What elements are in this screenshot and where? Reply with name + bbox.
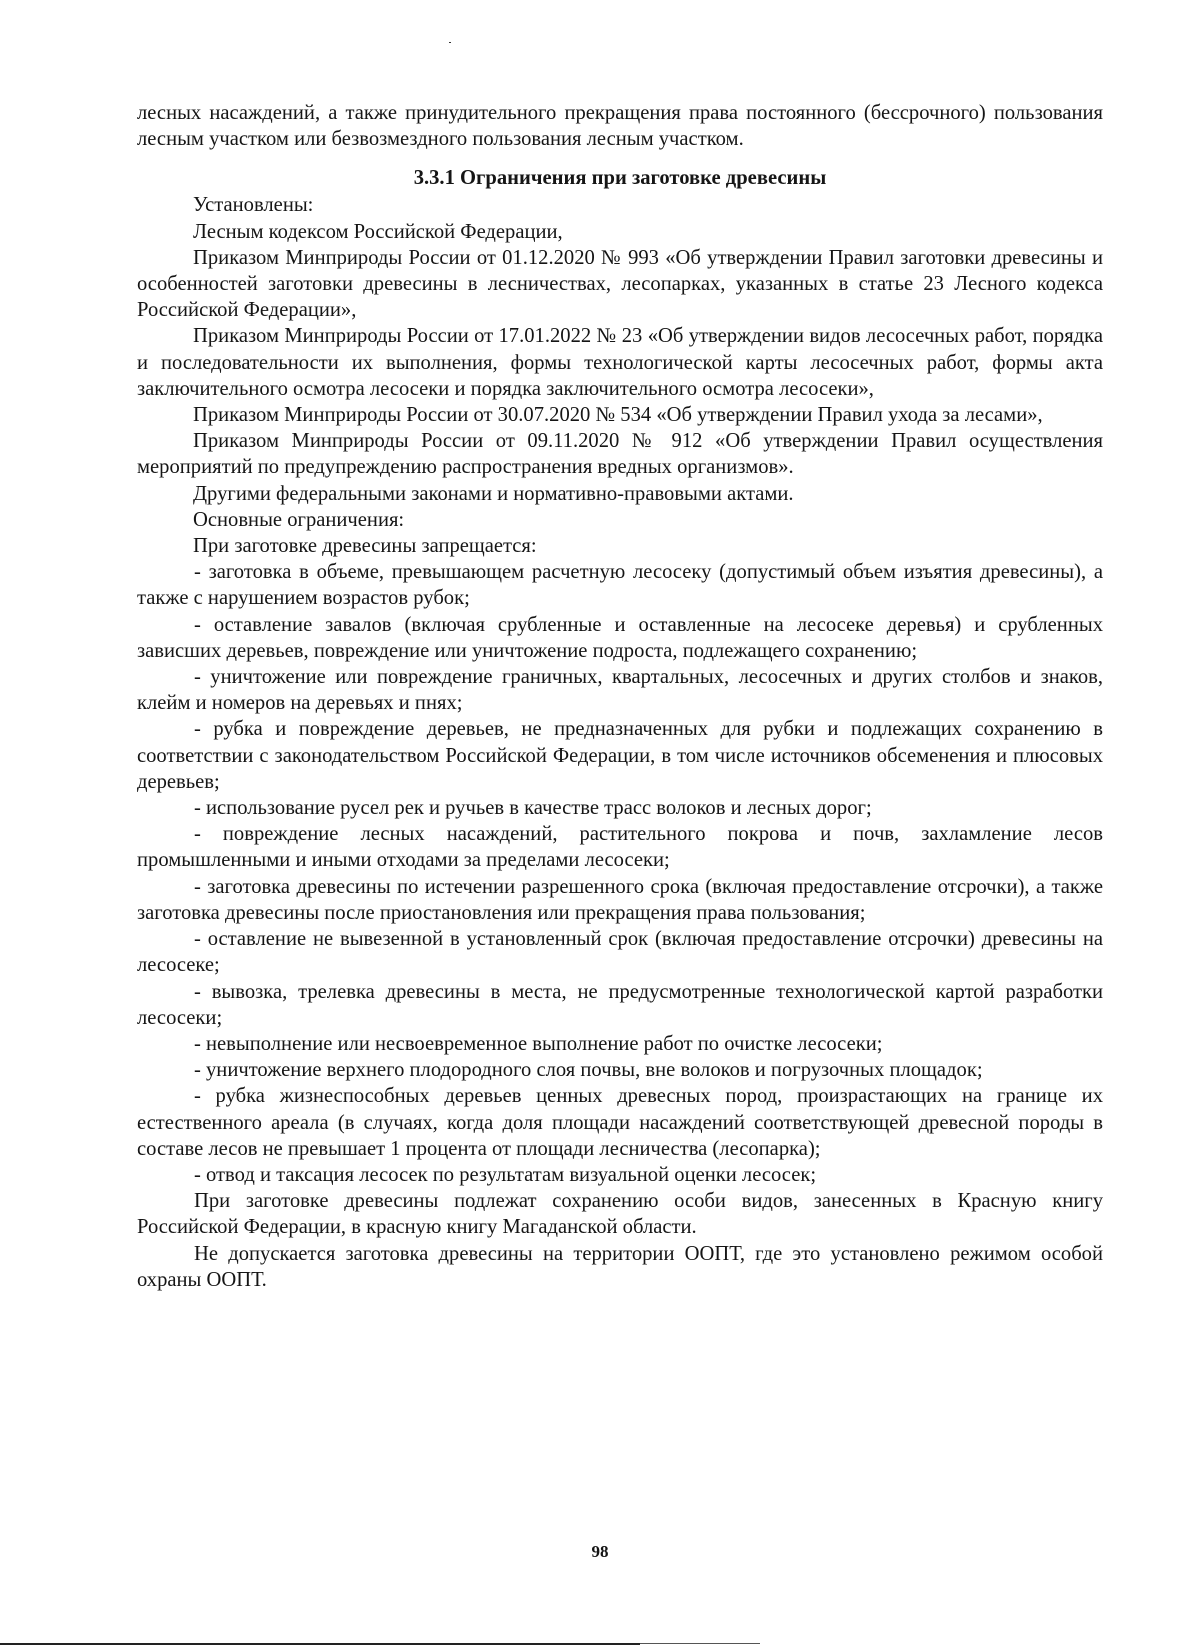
list-item: - повреждение лесных насаждений, растительного покрова и почв, захламление лесов промышленными и иными отходами за пределами лесосеки;: [137, 823, 1103, 872]
section-heading: 3.3.1 Ограничения при заготовке древесины: [413, 167, 827, 190]
list-item: - оставление завалов (включая срубленные и оставленные на лесосеке деревья) и срубленных зависших деревьев, повреждение или уничтожение подроста, подлежащего сохранению;: [137, 613, 1103, 662]
list-item: - уничтожение или повреждение граничных, квартальных, лесосечных и других столбов и знаков, клейм и номеров на деревьях и пнях;: [137, 666, 1103, 715]
list-item: - использование русел рек и ручьев в качестве трасс волоков и лесных дорог;: [194, 797, 872, 820]
list-item: - вывозка, трелевка древесины в места, не предусмотренные технологической картой разработки лесосеки;: [137, 980, 1103, 1029]
paragraph-main-restrictions: Основные ограничения:: [193, 508, 405, 531]
list-item: - отвод и таксация лесосек по результатам визуальной оценки лесосек;: [194, 1163, 817, 1186]
intro-paragraph: лесных насаждений, а также принудительного прекращения права постоянного (бессрочного) пользования лесным участком или безвозмездного пользования лесным участком.: [137, 102, 1103, 151]
list-item: - заготовка древесины по истечении разрешенного срока (включая предоставление отсрочки), а также заготовка древесины после приостановления или прекращения права пользования;: [137, 875, 1103, 924]
paragraph-prohibited: При заготовке древесины запрещается:: [193, 535, 537, 558]
paragraph-oopt: Не допускается заготовка древесины на территории ООПТ, где это установлено режимом особой охраны ООПТ.: [137, 1242, 1103, 1291]
bottom-rule-faint: [640, 1643, 760, 1644]
bottom-rule: [0, 1643, 640, 1645]
paragraph-forest-code: Лесным кодексом Российской Федерации,: [193, 220, 563, 243]
list-item: - оставление не вывезенной в установленный срок (включая предоставление отсрочки) древесины на лесосеке;: [137, 928, 1103, 977]
scan-speck: [449, 42, 451, 43]
paragraph-order-534: Приказом Минприроды России от 30.07.2020 № 534 «Об утверждении Правил ухода за лесами»,: [193, 404, 1043, 427]
list-item: - рубка и повреждение деревьев, не предназначенных для рубки и подлежащих сохранению в соответствии с законодательством Российской Федерации, в том числе источников обсеменения и плюсовых деревьев;: [137, 718, 1103, 793]
paragraph-red-book: При заготовке древесины подлежат сохранению особи видов, занесенных в Красную книгу Российской Федерации, в красную книгу Магаданской области.: [137, 1190, 1103, 1239]
paragraph-order-912: Приказом Минприроды России от 09.11.2020 № 912 «Об утверждении Правил осуществления мероприятий по предупреждению распространения вредных организмов».: [137, 430, 1103, 479]
page-number: 98: [591, 1542, 609, 1561]
paragraph-order-23: Приказом Минприроды России от 17.01.2022 № 23 «Об утверждении видов лесосечных работ, порядка и последовательности их выполнения, формы технологической карты лесосечных работ, формы акта заключительного осмотра лесосеки и порядка заключительного осмотра лесосеки»,: [137, 325, 1103, 400]
list-item: - невыполнение или несвоевременное выполнение работ по очистке лесосеки;: [194, 1032, 883, 1055]
paragraph-order-993: Приказом Минприроды России от 01.12.2020 № 993 «Об утверждении Правил заготовки древесины и особенностей заготовки древесины в лесничествах, лесопарках, указанных в статье 23 Лесного кодекса Российской Федерации»,: [137, 246, 1103, 322]
document-body: [137, 100, 1103, 1293]
list-item: - уничтожение верхнего плодородного слоя почвы, вне волоков и погрузочных площадок;: [194, 1059, 983, 1082]
paragraph-other-laws: Другими федеральными законами и нормативно-правовыми актами.: [193, 482, 794, 505]
list-item: - рубка жизнеспособных деревьев ценных древесных пород, произрастающих на границе их естественного ареала (в случаях, когда доля площади насаждений соответствующей древесной породы в составе лесов не превышает 1 процента от площади лесничества (лесопарка);: [137, 1085, 1103, 1160]
list-item: - заготовка в объеме, превышающем расчетную лесосеку (допустимый объем изъятия древесины), а также с нарушением возрастов рубок;: [137, 561, 1103, 610]
paragraph-established: Установлены:: [193, 194, 314, 217]
